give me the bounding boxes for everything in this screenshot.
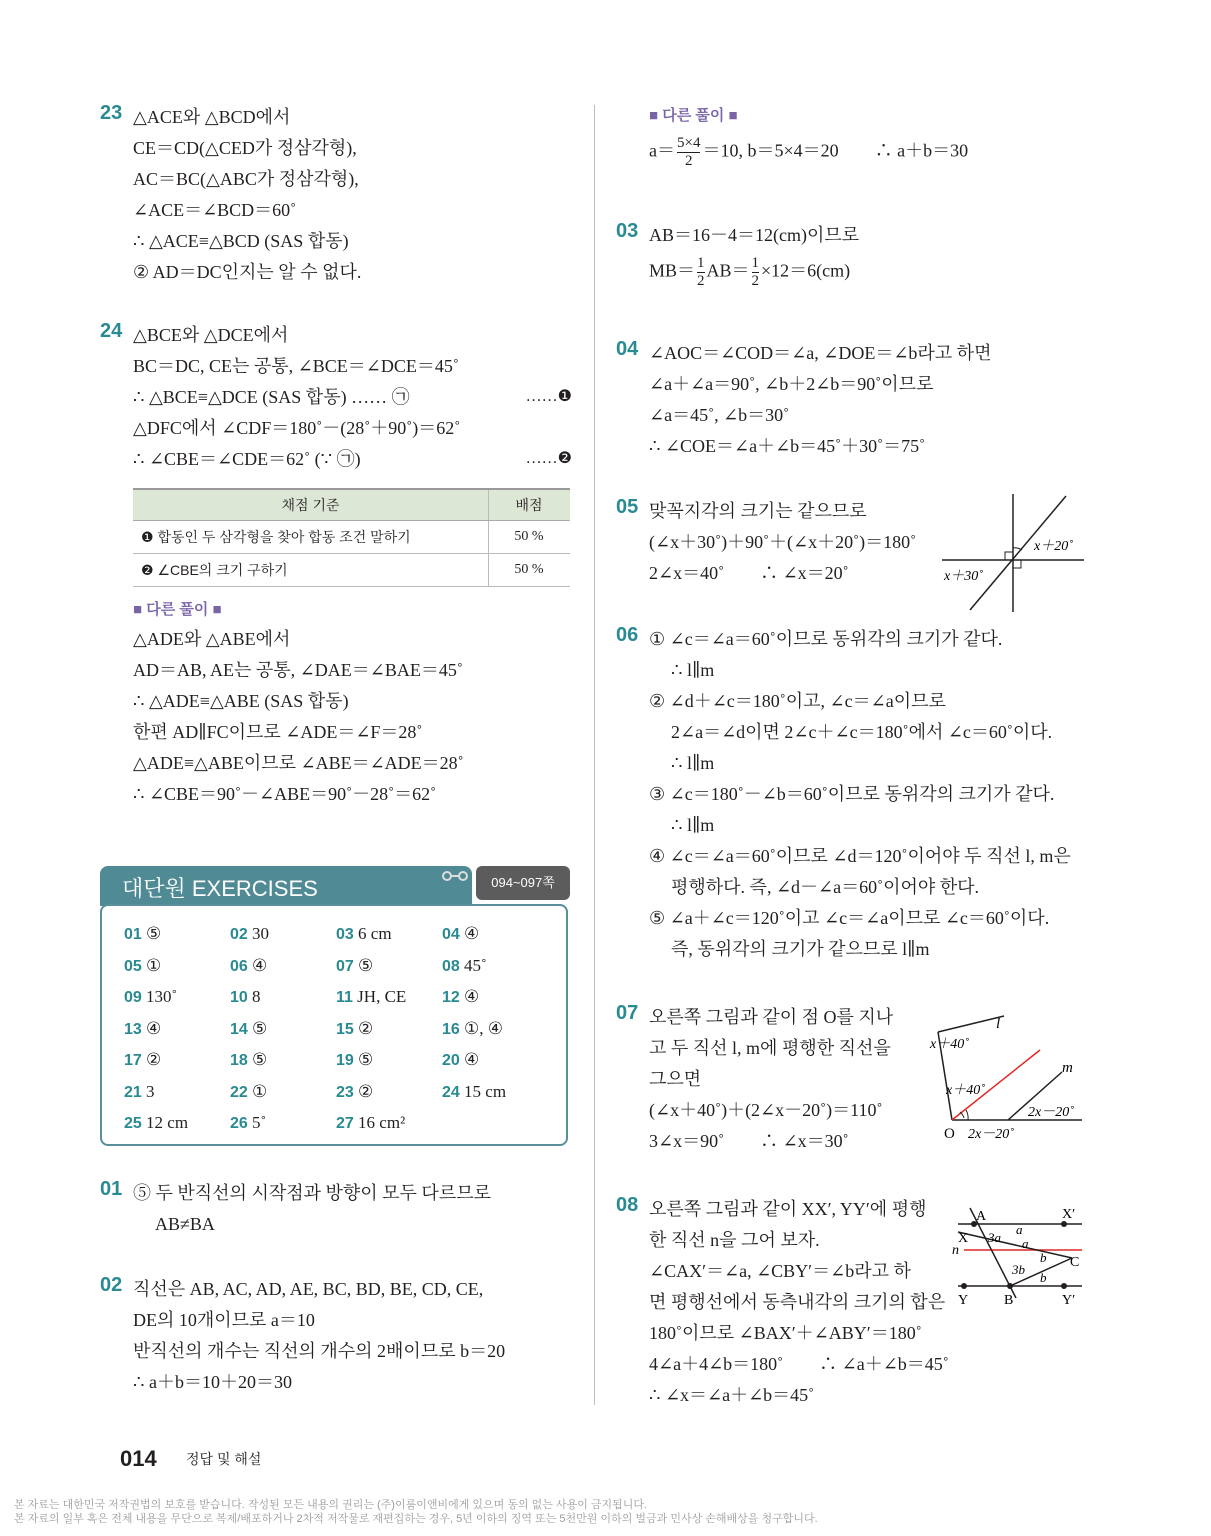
exercise-answer [336,1113,405,1133]
exercise-answer [230,956,267,976]
angle-label: x＋20˚ [1034,539,1073,554]
exercise-answer [442,1019,503,1039]
text-line: △ADE와 △ABE에서 [133,629,291,649]
answer-number: 18 [230,1052,248,1069]
text-line: △BCE와 △DCE에서 [133,325,289,345]
exercise-answer [442,924,479,944]
answer-value: 12 cm [146,1113,189,1132]
exercise-answer [336,956,373,976]
text-line: ① ∠c＝∠a＝60˚이므로 동위각의 크기가 같다. [649,629,1003,649]
fraction [677,135,700,170]
answer-value: ② [146,1050,162,1069]
answer-number: 05 [124,957,142,975]
answer-value: 16 cm² [358,1113,406,1132]
problem-number: 23 [100,102,123,124]
text-line: 3∠x＝90˚ ∴ ∠x＝30˚ [649,1131,849,1151]
line-label: l [996,1016,1001,1032]
answer-value: ① [146,955,162,975]
exercise-answer [336,987,406,1007]
text-line: 한편 AD∥FC이므로 ∠ADE＝∠F＝28˚ [133,722,423,742]
answer-value: ④ [252,955,268,975]
answer-number: 09 [124,989,142,1006]
text-line: ∴ △ACE≡△BCD (SAS 합동) [133,231,349,251]
angle-label: 2x－20˚ [968,1127,1014,1142]
answer-number: 13 [124,1020,142,1038]
text-line: 면 평행선에서 동측내각의 크기의 합은 [649,1292,946,1312]
problem-number: 03 [616,220,639,242]
text-line: ∠a＝45˚, ∠b＝30˚ [649,405,790,425]
angle-label: 3b [1012,1262,1025,1277]
exercise-answer [230,924,269,944]
text-line: 오른쪽 그림과 같이 XX′, YY′에 평행 [649,1199,927,1219]
text-line: ∠a＋∠a＝90˚, ∠b＋2∠b＝90˚이므로 [649,374,934,394]
answer-value: ⑤ [358,955,374,975]
point-label: X′ [1062,1207,1076,1222]
step-mark-2: ……❷ [525,450,572,467]
exercises-title: 대단원 EXERCISES [122,876,318,901]
text-line: ③ ∠c＝180˚－∠b＝60˚이므로 동위각의 크기가 같다. [649,784,1055,804]
answer-number: 15 [336,1020,354,1038]
text-line: ⑤ ∠a＋∠c＝120˚이고 ∠c＝∠a이므로 ∠c＝60˚이다. [649,908,1050,928]
answer-number: 23 [336,1083,354,1101]
answer-value: ⑤ [358,1050,374,1069]
text-line: 한 직선 n을 그어 보자. [649,1230,820,1250]
table-header: 채점 기준 [133,489,489,521]
text-line: ∴ ∠x＝∠a＋∠b＝45˚ [649,1385,815,1405]
answer-value: JH, CE [357,987,407,1006]
exercise-answer [336,1019,373,1039]
alt-solution-02 [649,104,1089,170]
exercise-answer [124,1082,155,1102]
table-cell: ❷ ∠CBE의 크기 구하기 [133,554,489,587]
answer-value: ①, ④ [464,1018,504,1038]
answer-value: ④ [464,987,480,1006]
text-line: DE의 10개이므로 a＝10 [133,1310,315,1330]
text-line: 즉, 동위각의 크기가 같으므로 l∥m [671,939,930,959]
page-number: 014 [120,1446,157,1471]
angle-label: x＋40˚ [930,1037,969,1052]
text-line: △DFC에서 ∠CDF＝180˚－(28˚＋90˚)＝62˚ [133,418,461,438]
answer-number: 01 [124,926,142,943]
denominator: 2 [751,273,760,289]
text-line: 그으면 [649,1069,702,1089]
text-line: ∠CAX′＝∠a, ∠CBY′＝∠b라고 하 [649,1261,911,1281]
exercise-answer [124,1050,161,1070]
answer-value: 6 cm [358,924,392,943]
alt-solution-label: ■ 다른 풀이 ■ [133,601,222,618]
text-line: CE＝CD(△CED가 정삼각형), [133,138,357,158]
answer-number: 06 [230,957,248,975]
exercises-page-range: 094~097쪽 [476,866,570,900]
text-line: ∴ l∥m [671,660,715,680]
angle-figure-05 [938,490,1088,616]
problem-number: 24 [100,320,123,342]
exercise-answer [124,924,161,944]
angle-label: 3a [988,1230,1001,1245]
answer-number: 10 [230,989,248,1006]
answer-value: ⑤ [252,1018,268,1038]
exercise-answer [230,987,261,1007]
exercise-answer [336,924,392,944]
exercise-answer [442,1082,506,1102]
point-label: A [976,1209,987,1224]
text-line: 맞꼭지각의 크기는 같으므로 [649,501,867,521]
text-line: ∴ l∥m [671,815,715,835]
text-line: △ADE≡△ABE이므로 ∠ABE＝∠ADE＝28˚ [133,753,464,773]
answer-value: ② [358,1018,374,1038]
exercises-header [100,866,472,906]
answer-number: 22 [230,1083,248,1101]
angle-label: b [1040,1250,1047,1265]
exercise-answer [124,956,161,976]
angle-label: a [1016,1222,1023,1237]
numerator: 1 [751,255,760,271]
answer-value: 30 [252,924,270,943]
page-label: 정답 및 해설 [186,1451,262,1467]
point-label: B [1004,1293,1014,1308]
text-fragment: AB＝ [706,260,750,281]
text-line: 평행하다. 즉, ∠d－∠a＝60˚이어야 한다. [671,877,980,897]
step-mark-1: ……❶ [525,388,572,405]
answer-number: 03 [336,926,354,943]
answer-number: 25 [124,1115,142,1132]
answer-value: 15 cm [464,1081,507,1101]
angle-label: x＋40˚ [946,1083,985,1098]
answer-number: 02 [230,926,248,943]
text-line: ∴ △ADE≡△ABE (SAS 합동) [133,691,349,711]
text-fragment: a＝ [649,140,675,161]
text-line: ② ∠d＋∠c＝180˚이고, ∠c＝∠a이므로 [649,691,946,711]
line-label: n [952,1243,959,1258]
text-line: ∴ l∥m [671,753,715,773]
exercise-answer [230,1050,267,1070]
text-line: 반직선의 개수는 직선의 개수의 2배이므로 b＝20 [133,1341,506,1361]
text-line: ∴ ∠CBE＝∠CDE＝62˚ (∵ ㉠) [133,449,361,469]
answer-number: 27 [336,1115,354,1132]
solution-24 [100,320,572,820]
answer-number: 17 [124,1052,142,1069]
answer-value: ⑤ [252,1050,268,1069]
text-line: 직선은 AB, AC, AD, AE, BC, BD, BE, CD, CE, [133,1279,484,1299]
problem-number: 02 [100,1274,123,1296]
text-line [649,135,1089,170]
exercise-answer [230,1019,267,1039]
fraction [697,255,705,290]
text-fragment: ＝10, b＝5×4＝20 ∴ a＋b＝30 [702,140,969,161]
problem-number: 01 [100,1178,123,1200]
exercise-answer [442,1050,479,1070]
parallel-lines-figure-07 [916,1008,1086,1148]
text-line: 180˚이므로 ∠BAX′＋∠ABY′＝180˚ [649,1323,922,1343]
answer-number: 04 [442,926,460,943]
answer-number: 12 [442,989,460,1006]
text-line: 오른쪽 그림과 같이 점 O를 지나 [649,1007,894,1027]
problem-number: 04 [616,338,639,360]
exercise-answer [442,956,487,976]
answer-value: ② [358,1081,374,1101]
answer-number: 21 [124,1083,142,1101]
answer-number: 16 [442,1020,460,1038]
answer-value: ① [252,1081,268,1101]
problem-number: 06 [616,624,639,646]
table-cell: ❶ 합동인 두 삼각형을 찾아 합동 조건 말하기 [133,521,489,554]
exercise-answer [336,1082,373,1102]
text-line: 2∠x＝40˚ ∴ ∠x＝20˚ [649,563,849,583]
exercise-answer [442,987,479,1007]
numerator: 1 [697,255,705,271]
answer-value: 130˚ [146,987,178,1006]
link-icon [440,868,470,884]
answer-value: 5˚ [252,1113,267,1132]
copyright-notice: 본 자료의 일부 혹은 전체 내용을 무단으로 복제/배포하거나 2차적 저작물로 재편집하는 경우, 5년 이하의 징역 또는 5천만원 이하의 벌금과 민사상 손해배상을 청구합니다. [14,1513,818,1525]
text-line: AB＝16－4＝12(cm)이므로 [649,225,860,245]
answer-number: 07 [336,957,354,975]
text-line: (∠x＋30˚)＋90˚＋(∠x＋20˚)＝180˚ [649,532,917,552]
problem-number: 05 [616,496,639,518]
text-fragment: ×12＝6(cm) [761,260,851,281]
answer-number: 11 [336,989,353,1006]
column-divider [594,105,595,1405]
table-cell: 50 % [489,554,571,587]
denominator: 2 [684,153,693,169]
text-line: ∴ ∠CBE＝90˚－∠ABE＝90˚－28˚＝62˚ [133,784,437,804]
text-line: ∴ △BCE≡△DCE (SAS 합동) …… ㉠ [133,387,410,407]
exercise-answer [230,1082,267,1102]
answer-number: 08 [442,957,460,975]
text-line: ② AD＝DC인지는 알 수 없다. [133,262,362,282]
exercise-answer [124,987,177,1007]
problem-number: 07 [616,1002,639,1024]
text-line [649,255,859,290]
text-line: 4∠a＋4∠b＝180˚ ∴ ∠a＋∠b＝45˚ [649,1354,949,1374]
text-line: AB≠BA [155,1214,215,1234]
answer-value: ④ [464,924,480,943]
text-line: BC＝DC, CE는 공통, ∠BCE＝∠DCE＝45˚ [133,356,459,376]
text-line: ∴ ∠COE＝∠a＋∠b＝45˚＋30˚＝75˚ [649,436,926,456]
fraction [752,255,760,290]
text-line: ∠AOC＝∠COD＝∠a, ∠DOE＝∠b라고 하면 [649,343,992,363]
text-line: 고 두 직선 l, m에 평행한 직선을 [649,1038,891,1058]
exercise-answer [336,1050,373,1070]
denominator: 2 [697,273,705,289]
exercise-answer [124,1113,188,1133]
answer-number: 19 [336,1052,354,1069]
answer-number: 26 [230,1115,248,1132]
point-label: Y [958,1293,969,1308]
angle-label: x＋30˚ [944,569,983,584]
text-line: (∠x＋40˚)＋(2∠x－20˚)＝110˚ [649,1100,883,1120]
table-header: 배점 [489,489,571,521]
parallel-lines-figure-08 [950,1202,1090,1312]
text-line: ∴ a＋b＝10＋20＝30 [133,1372,292,1392]
answer-value: 45˚ [464,955,487,975]
exercise-answer [230,1113,266,1133]
copyright-notice: 본 자료는 대한민국 저작권법의 보호를 받습니다. 작성된 모든 내용의 권리는 (주)이룸이앤비에게 있으며 동의 없는 사용이 금지됩니다. [14,1499,648,1511]
exercise-answer [124,1019,161,1039]
table-cell: 50 % [489,521,571,554]
line-label: m [1062,1060,1073,1076]
answer-value: ⑤ [146,924,162,943]
scoring-table [133,488,570,587]
answer-number: 24 [442,1083,460,1101]
text-line: 2∠a＝∠d이면 2∠c＋∠c＝180˚에서 ∠c＝60˚이다. [671,722,1053,742]
text-line: ④ ∠c＝∠a＝60˚이므로 ∠d＝120˚이어야 두 직선 l, m은 [649,846,1071,866]
numerator: 5×4 [677,135,701,151]
answer-number: 14 [230,1020,248,1038]
answer-value: 3 [146,1081,155,1101]
problem-number: 08 [616,1194,639,1216]
text-fragment: MB＝ [649,260,696,281]
answer-number: 20 [442,1052,460,1069]
angle-label: 2x－20˚ [1028,1105,1074,1120]
point-label: X [958,1231,969,1246]
answer-value: ④ [464,1050,480,1069]
alt-solution-label: ■ 다른 풀이 ■ [649,107,738,124]
angle-label: a [1022,1236,1029,1251]
point-label: Y′ [1062,1293,1076,1308]
text-line: ∠ACE＝∠BCD＝60˚ [133,200,297,220]
answer-value: 8 [252,987,261,1006]
point-label: C [1070,1255,1080,1270]
angle-label: b [1040,1270,1047,1285]
text-line: AD＝AB, AE는 공통, ∠DAE＝∠BAE＝45˚ [133,660,463,680]
point-label: O [944,1126,955,1142]
text-line: AC＝BC(△ABC가 정삼각형), [133,169,359,189]
answer-value: ④ [146,1018,162,1038]
text-line: ⑤ 두 반직선의 시작점과 방향이 모두 다르므로 [133,1183,491,1203]
text-line: △ACE와 △BCD에서 [133,107,291,127]
